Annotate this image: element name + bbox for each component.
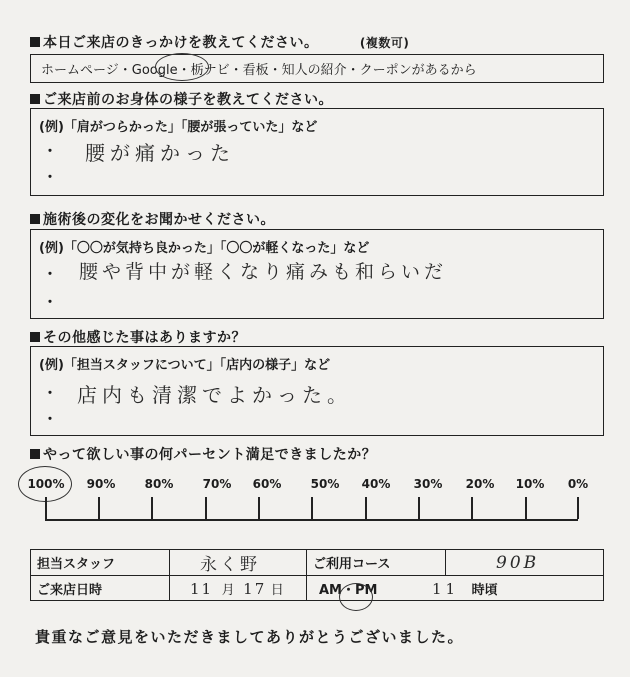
q4-handwritten-answer: 店内も清潔でよかった。: [77, 383, 352, 407]
q3-answer-box: [30, 229, 604, 319]
q4-answer-box: [30, 346, 604, 436]
scale-baseline: [45, 519, 578, 521]
date-value-cell: [170, 576, 307, 601]
q2-handwritten-answer: 腰が痛かった: [85, 141, 235, 165]
q4-heading: [30, 327, 246, 347]
scale-tick: [258, 497, 260, 519]
q2-heading-text: ご来店前のお身体の様子を教えてください。: [43, 92, 333, 108]
scale-label-90: 90%: [86, 477, 116, 491]
scale-tick: [45, 497, 47, 519]
q4-heading-text: その他感じた事はありますか？: [43, 330, 246, 346]
scale-tick: [311, 497, 313, 519]
scale-tick: [525, 497, 527, 519]
staff-value-cell: [170, 550, 307, 576]
scale-label-40: 40%: [361, 477, 391, 491]
course-handwritten-value: 90B: [496, 552, 540, 573]
scale-tick: [205, 497, 207, 519]
square-bullet-icon: [30, 37, 40, 47]
day-unit: 日: [270, 582, 284, 598]
hour-unit: 時頃: [471, 582, 498, 598]
q3-bullet-1: ・: [43, 267, 57, 283]
q1-options-box: [30, 54, 604, 83]
thank-you-message: 貴重なご意見をいただきましてありがとうございました。: [35, 628, 465, 646]
staff-handwritten-name: 永く野: [200, 555, 260, 575]
scale-label-0: 0%: [567, 477, 589, 491]
hour-handwritten: 11: [432, 579, 460, 598]
q2-example: (例)「肩がつらかった」「腰が張っていた」など: [39, 120, 318, 135]
scale-label-10: 10%: [515, 477, 545, 491]
scale-label-50: 50%: [310, 477, 340, 491]
q1-heading-text: 本日ご来店のきっかけを教えてください。: [43, 35, 319, 51]
square-bullet-icon: [30, 332, 40, 342]
q2-bullet-1: ・: [43, 144, 57, 160]
day-handwritten: 17: [243, 579, 267, 598]
square-bullet-icon: [30, 214, 40, 224]
am-pm-options: AM・PM: [319, 582, 378, 598]
scale-label-80: 80%: [144, 477, 174, 491]
q4-bullet-2: ・: [43, 412, 57, 428]
course-value-cell: [446, 550, 604, 576]
q3-heading: [30, 209, 275, 229]
q2-bullet-2: ・: [43, 170, 57, 186]
q1-note: (複数可): [359, 36, 410, 50]
scale-tick: [151, 497, 153, 519]
q3-example: (例)「〇〇が気持ち良かった」「〇〇が軽くなった」など: [39, 241, 370, 256]
google-selection-circle: [155, 53, 209, 81]
q3-handwritten-answer: 腰や背中が軽くなり痛みも和らいだ: [79, 261, 448, 283]
q3-bullet-2: ・: [43, 295, 57, 311]
month-handwritten: 11: [190, 579, 214, 598]
scale-tick: [577, 497, 579, 519]
q5-heading: [30, 444, 376, 464]
date-label: ご来店日時: [31, 576, 170, 601]
q2-answer-box: [30, 108, 604, 196]
visit-info-table: [30, 549, 604, 601]
scale-label-60: 60%: [252, 477, 282, 491]
scale-tick: [365, 497, 367, 519]
scale-label-70: 70%: [202, 477, 232, 491]
scale-label-20: 20%: [465, 477, 495, 491]
course-label: ご利用コース: [307, 550, 446, 576]
q1-heading: [30, 32, 409, 52]
q1-options: ホームページ・Google・栃ナビ・看板・知人の紹介・クーポンがあるから: [41, 63, 477, 78]
scale-label-100: 100%: [27, 477, 65, 491]
scale-label-30: 30%: [413, 477, 443, 491]
staff-label: 担当スタッフ: [31, 550, 170, 576]
square-bullet-icon: [30, 449, 40, 459]
am-selection-circle: [339, 583, 373, 611]
q4-bullet-1: ・: [43, 386, 57, 402]
month-unit: 月: [221, 582, 235, 598]
scale-tick: [98, 497, 100, 519]
q2-heading: [30, 89, 333, 109]
q4-example: (例)「担当スタッフについて」「店内の様子」など: [39, 358, 331, 373]
square-bullet-icon: [30, 94, 40, 104]
q5-heading-text: やって欲しい事の何パーセント満足できましたか？: [43, 447, 377, 463]
scale-tick: [471, 497, 473, 519]
scale-tick: [418, 497, 420, 519]
q3-heading-text: 施術後の変化をお聞かせください。: [43, 212, 275, 228]
